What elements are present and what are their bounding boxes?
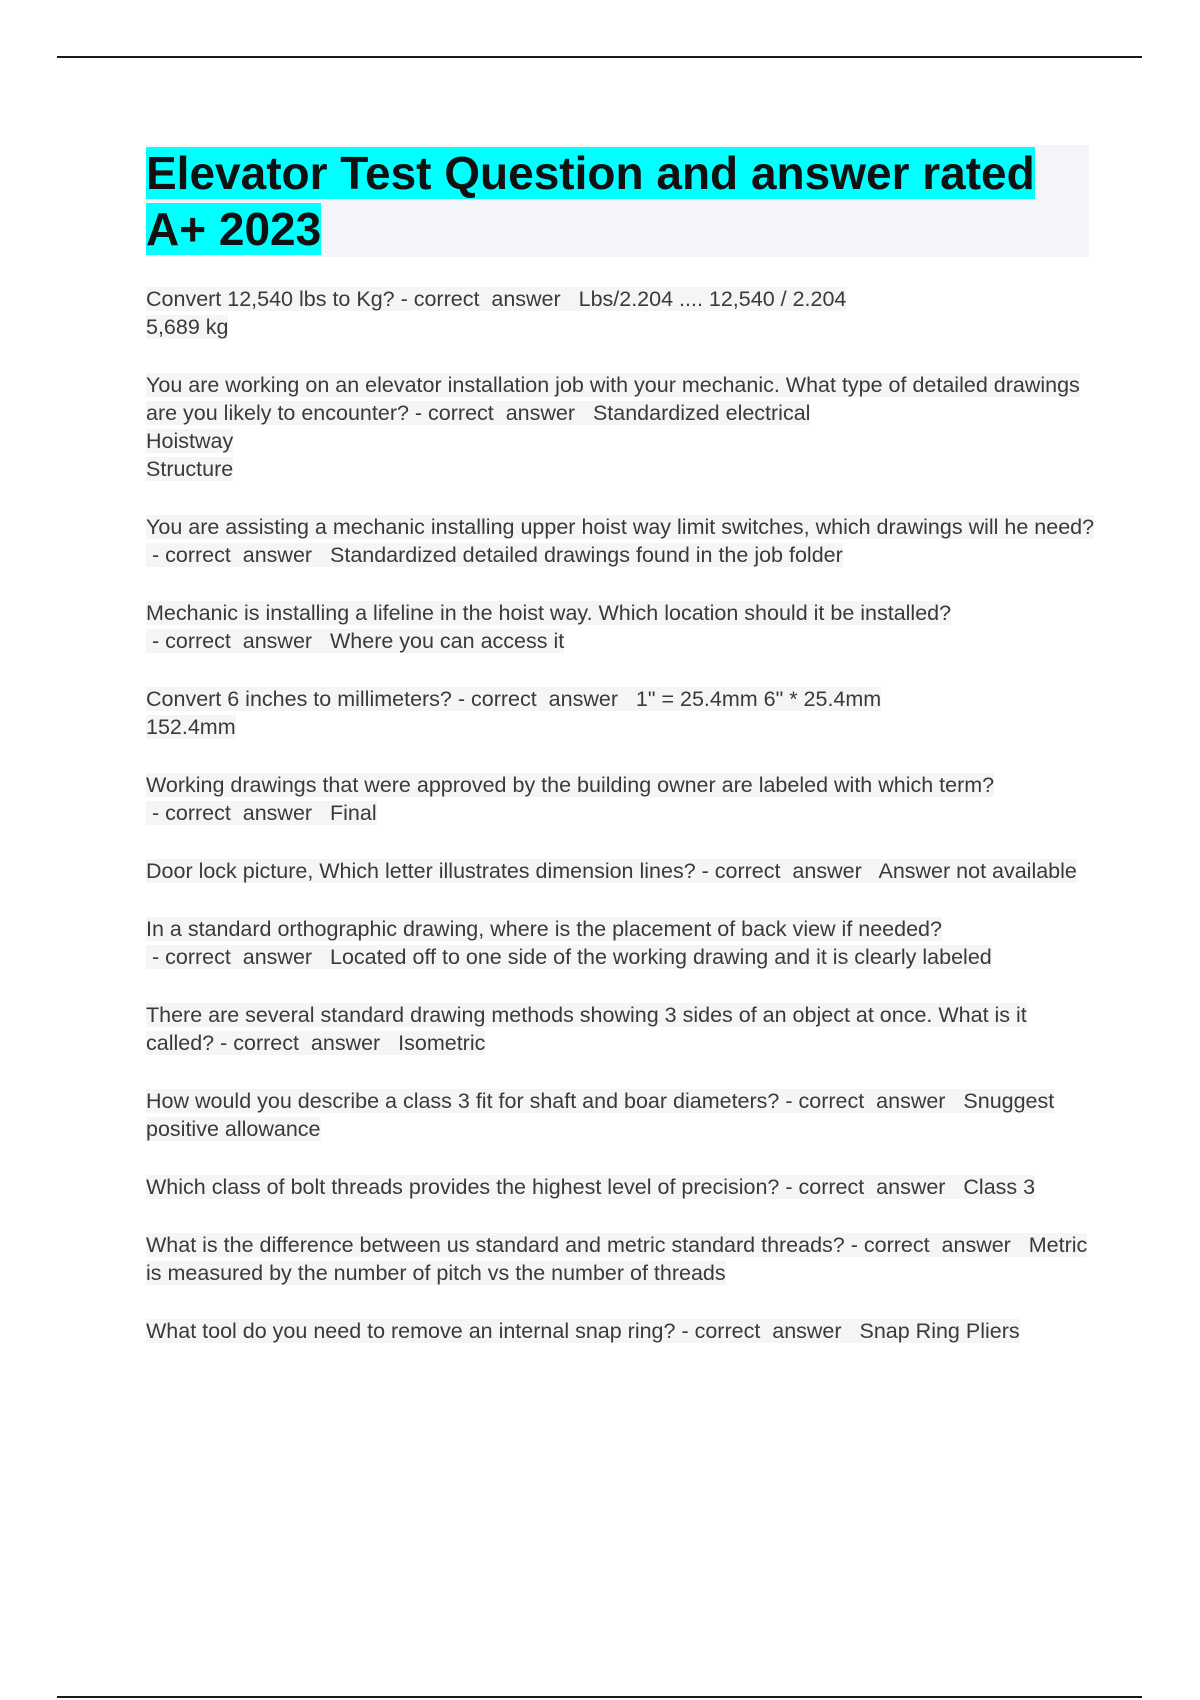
qa-item — [146, 285, 1096, 341]
answer-separator: - correct answer — [675, 1319, 860, 1343]
question-text: What is the difference between us standard and metric standard threads? — [146, 1233, 845, 1257]
question-text: Door lock picture, Which letter illustrates dimension lines? — [146, 859, 696, 883]
qa-item — [146, 599, 1096, 655]
question-text: Working drawings that were approved by the building owner are labeled with which term? — [146, 773, 995, 797]
qa-item — [146, 915, 1096, 971]
answer-text: Lbs/2.204 .... 12,540 / 2.204 5,689 kg — [146, 287, 847, 339]
answer-text: Located off to one side of the working drawing and it is clearly labeled — [330, 945, 992, 969]
qa-item — [146, 1173, 1096, 1201]
question-text: There are several standard drawing methods showing 3 sides of an object at once. What is it called? — [146, 1003, 1027, 1055]
answer-separator: - correct answer — [844, 1233, 1029, 1257]
question-text: Convert 6 inches to millimeters? — [146, 687, 452, 711]
document-body — [146, 145, 1096, 1375]
answer-text: Metric is measured by the number of pitch vs the number of threads — [146, 1233, 1088, 1285]
question-text: Which class of bolt threads provides the highest level of precision? — [146, 1175, 780, 1199]
answer-separator: - correct answer — [146, 543, 330, 567]
qa-item — [146, 685, 1096, 741]
answer-text: Standardized detailed drawings found in the job folder — [330, 543, 843, 567]
qa-item — [146, 1231, 1096, 1287]
answer-separator: - correct answer — [408, 401, 593, 425]
answer-text: Class 3 — [963, 1175, 1036, 1199]
answer-text: Standardized electrical Hoistway Structure — [146, 401, 811, 481]
answer-separator: - correct answer — [146, 945, 330, 969]
qa-item — [146, 371, 1096, 483]
answer-text: 1" = 25.4mm 6" * 25.4mm 152.4mm — [146, 687, 882, 739]
answer-text: Snap Ring Pliers — [859, 1319, 1020, 1343]
question-text: You are assisting a mechanic installing upper hoist way limit switches, which drawings will he need? — [146, 515, 1095, 539]
question-text: In a standard orthographic drawing, where is the placement of back view if needed? — [146, 917, 942, 941]
title-highlight: Elevator Test Question and answer rated A+ 2023 — [146, 147, 1035, 255]
answer-text: Snuggest positive allowance — [146, 1089, 1055, 1141]
question-text: You are working on an elevator installation job with your mechanic. What type of detailed drawings are you likely to encounter? — [146, 373, 1080, 425]
answer-text: Final — [330, 801, 377, 825]
header-rule — [57, 56, 1142, 58]
answer-separator: - correct answer — [146, 801, 330, 825]
answer-separator: - correct answer — [146, 629, 330, 653]
footer-rule — [57, 1696, 1142, 1698]
qa-item — [146, 1001, 1096, 1057]
document-title — [146, 145, 1089, 257]
qa-item — [146, 857, 1096, 885]
qa-item — [146, 771, 1096, 827]
answer-separator: - correct answer — [394, 287, 579, 311]
answer-text: Where you can access it — [330, 629, 565, 653]
answer-separator: - correct answer — [451, 687, 636, 711]
answer-text: Isometric — [398, 1031, 486, 1055]
answer-separator: - correct answer — [695, 859, 879, 883]
qa-item — [146, 1317, 1096, 1345]
question-text: Mechanic is installing a lifeline in the hoist way. Which location should it be installed? — [146, 601, 952, 625]
question-text: What tool do you need to remove an internal snap ring? — [146, 1319, 676, 1343]
qa-item — [146, 1087, 1096, 1143]
answer-separator: - correct answer — [214, 1031, 399, 1055]
answer-text: Answer not available — [878, 859, 1077, 883]
answer-separator: - correct answer — [779, 1089, 964, 1113]
question-text: Convert 12,540 lbs to Kg? — [146, 287, 395, 311]
title-block — [146, 145, 1089, 257]
answer-separator: - correct answer — [779, 1175, 964, 1199]
question-text: How would you describe a class 3 fit for shaft and boar diameters? — [146, 1089, 780, 1113]
qa-item — [146, 513, 1096, 569]
